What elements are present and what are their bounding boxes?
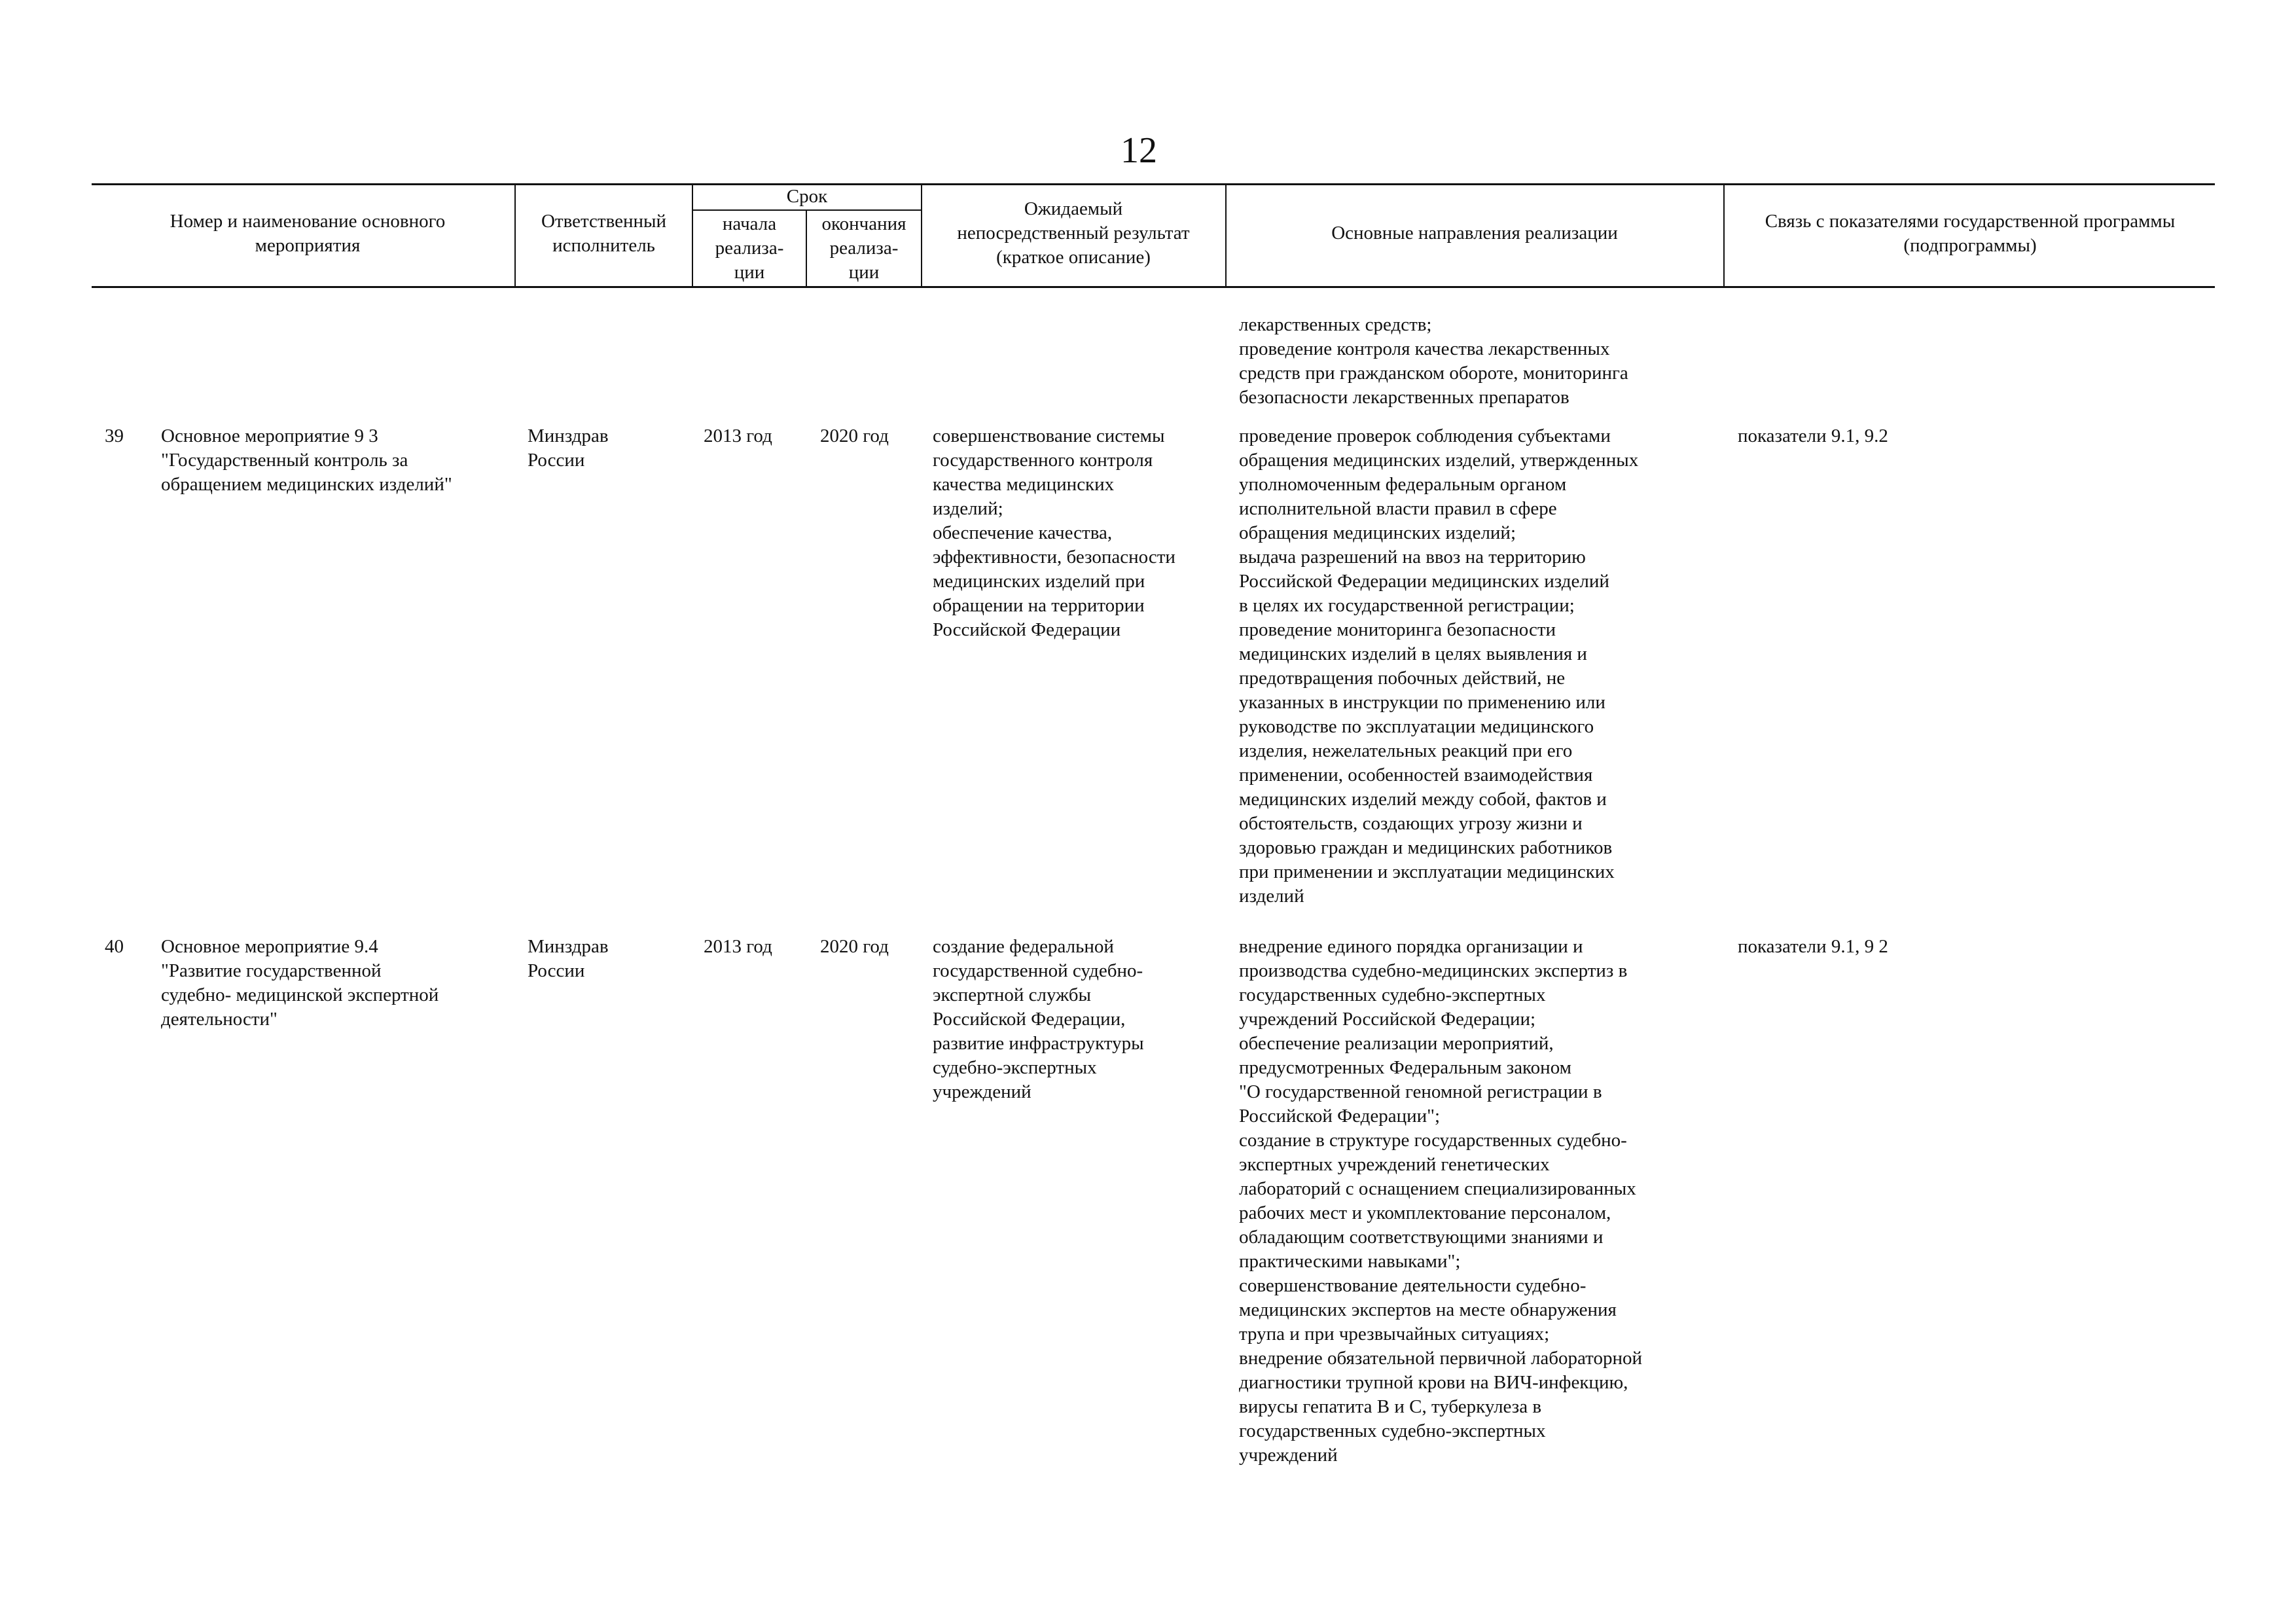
expected-result: создание федеральной государственной судебно- экспертной службы Российской Федерации, развитие инфраструктуры судебно-экспертных учреждений bbox=[933, 936, 1144, 1102]
end-year: 2020 год bbox=[820, 425, 889, 446]
indicators-link: показатели 9.1, 9.2 bbox=[1738, 425, 1888, 446]
header-bottom-border bbox=[92, 286, 2215, 288]
table-top-border bbox=[92, 183, 2215, 185]
row-number: 40 bbox=[105, 936, 124, 957]
term-subheader-divider bbox=[692, 209, 922, 211]
responsible-executor: Минздрав России bbox=[528, 936, 609, 981]
indicators-link: показатели 9.1, 9 2 bbox=[1738, 936, 1888, 957]
header-start: начала реализа- ции bbox=[715, 213, 784, 283]
header-executor: Ответственный исполнитель bbox=[541, 211, 667, 256]
header-link: Связь с показателями государственной программы (подпрограммы) bbox=[1765, 211, 2176, 256]
implementation-directions: проведение проверок соблюдения субъектами обращения медицинских изделий, утвержденных уполномоченным федеральным органом исполнительной власти правил в сфере обращения медицинских изделий; выдача разрешений на ввоз на территорию Российской Федерации медицинских изделий в целях их государственной регистрации; проведение мониторинга безопасности медицинских изделий в целях выявления и предотвращения побочных действий, не указанных в инструкции по применению или руководстве по эксплуатации медицинского изделия, нежелательных реакций при его применении, особенностей взаимодействия медицинских изделий между собой, фактов и обстоятельств, создающих угрозу жизни и здоровью граждан и медицинских работников при применении и эксплуатации медицинских изделий bbox=[1239, 425, 1639, 907]
end-year: 2020 год bbox=[820, 936, 889, 957]
implementation-directions: внедрение единого порядка организации и производства судебно-медицинских экспертиз в государственных судебно-экспертных учреждений Российской Федерации; обеспечение реализации мероприятий, предусмотренных Федеральным законом "О государственной геномной регистрации в Российской Федерации"; создание в структуре государственных судебно- экспертных учреждений генетических лабораторий с оснащением специализированных рабочих мест и укомплектование персоналом, обладающим соответствующими знаниями и практическими навыками"; совершенствование деятельности судебно- медицинских экспертов на месте обнаружения трупа и при чрезвычайных ситуациях; внедрение обязательной первичной лабораторной диагностики трупной крови на ВИЧ-инфекцию, вирусы гепатита В и С, туберкулеза в государственных судебно-экспертных учреждений bbox=[1239, 936, 1642, 1466]
continuation-directions: лекарственных средств; проведение контроля качества лекарственных средств при гражданском обороте, мониторинга безопасности лекарственных препаратов bbox=[1239, 314, 1628, 408]
event-name: Основное мероприятие 9 3 "Государственный контроль за обращением медицинских изделий" bbox=[161, 425, 452, 495]
header-directions: Основные направления реализации bbox=[1331, 223, 1618, 244]
page-number: 12 bbox=[1121, 130, 1157, 171]
header-term: Срок bbox=[786, 186, 828, 207]
event-name: Основное мероприятие 9.4 "Развитие государственной судебно- медицинской экспертной деятельности" bbox=[161, 936, 439, 1030]
column-divider bbox=[514, 183, 516, 287]
header-name: Номер и наименование основного мероприятия bbox=[170, 211, 446, 256]
header-end: окончания реализа- ции bbox=[821, 213, 906, 283]
column-divider bbox=[1723, 183, 1725, 287]
column-divider bbox=[806, 209, 807, 287]
start-year: 2013 год bbox=[704, 936, 772, 957]
expected-result: совершенствование системы государственного контроля качества медицинских изделий; обеспечение качества, эффективности, безопасности медицинских изделий при обращении на территории Российской Федерации bbox=[933, 425, 1175, 640]
header-result: Ожидаемый непосредственный результат (краткое описание) bbox=[957, 198, 1190, 268]
start-year: 2013 год bbox=[704, 425, 772, 446]
responsible-executor: Минздрав России bbox=[528, 425, 609, 471]
column-divider bbox=[921, 183, 922, 287]
row-number: 39 bbox=[105, 425, 124, 446]
